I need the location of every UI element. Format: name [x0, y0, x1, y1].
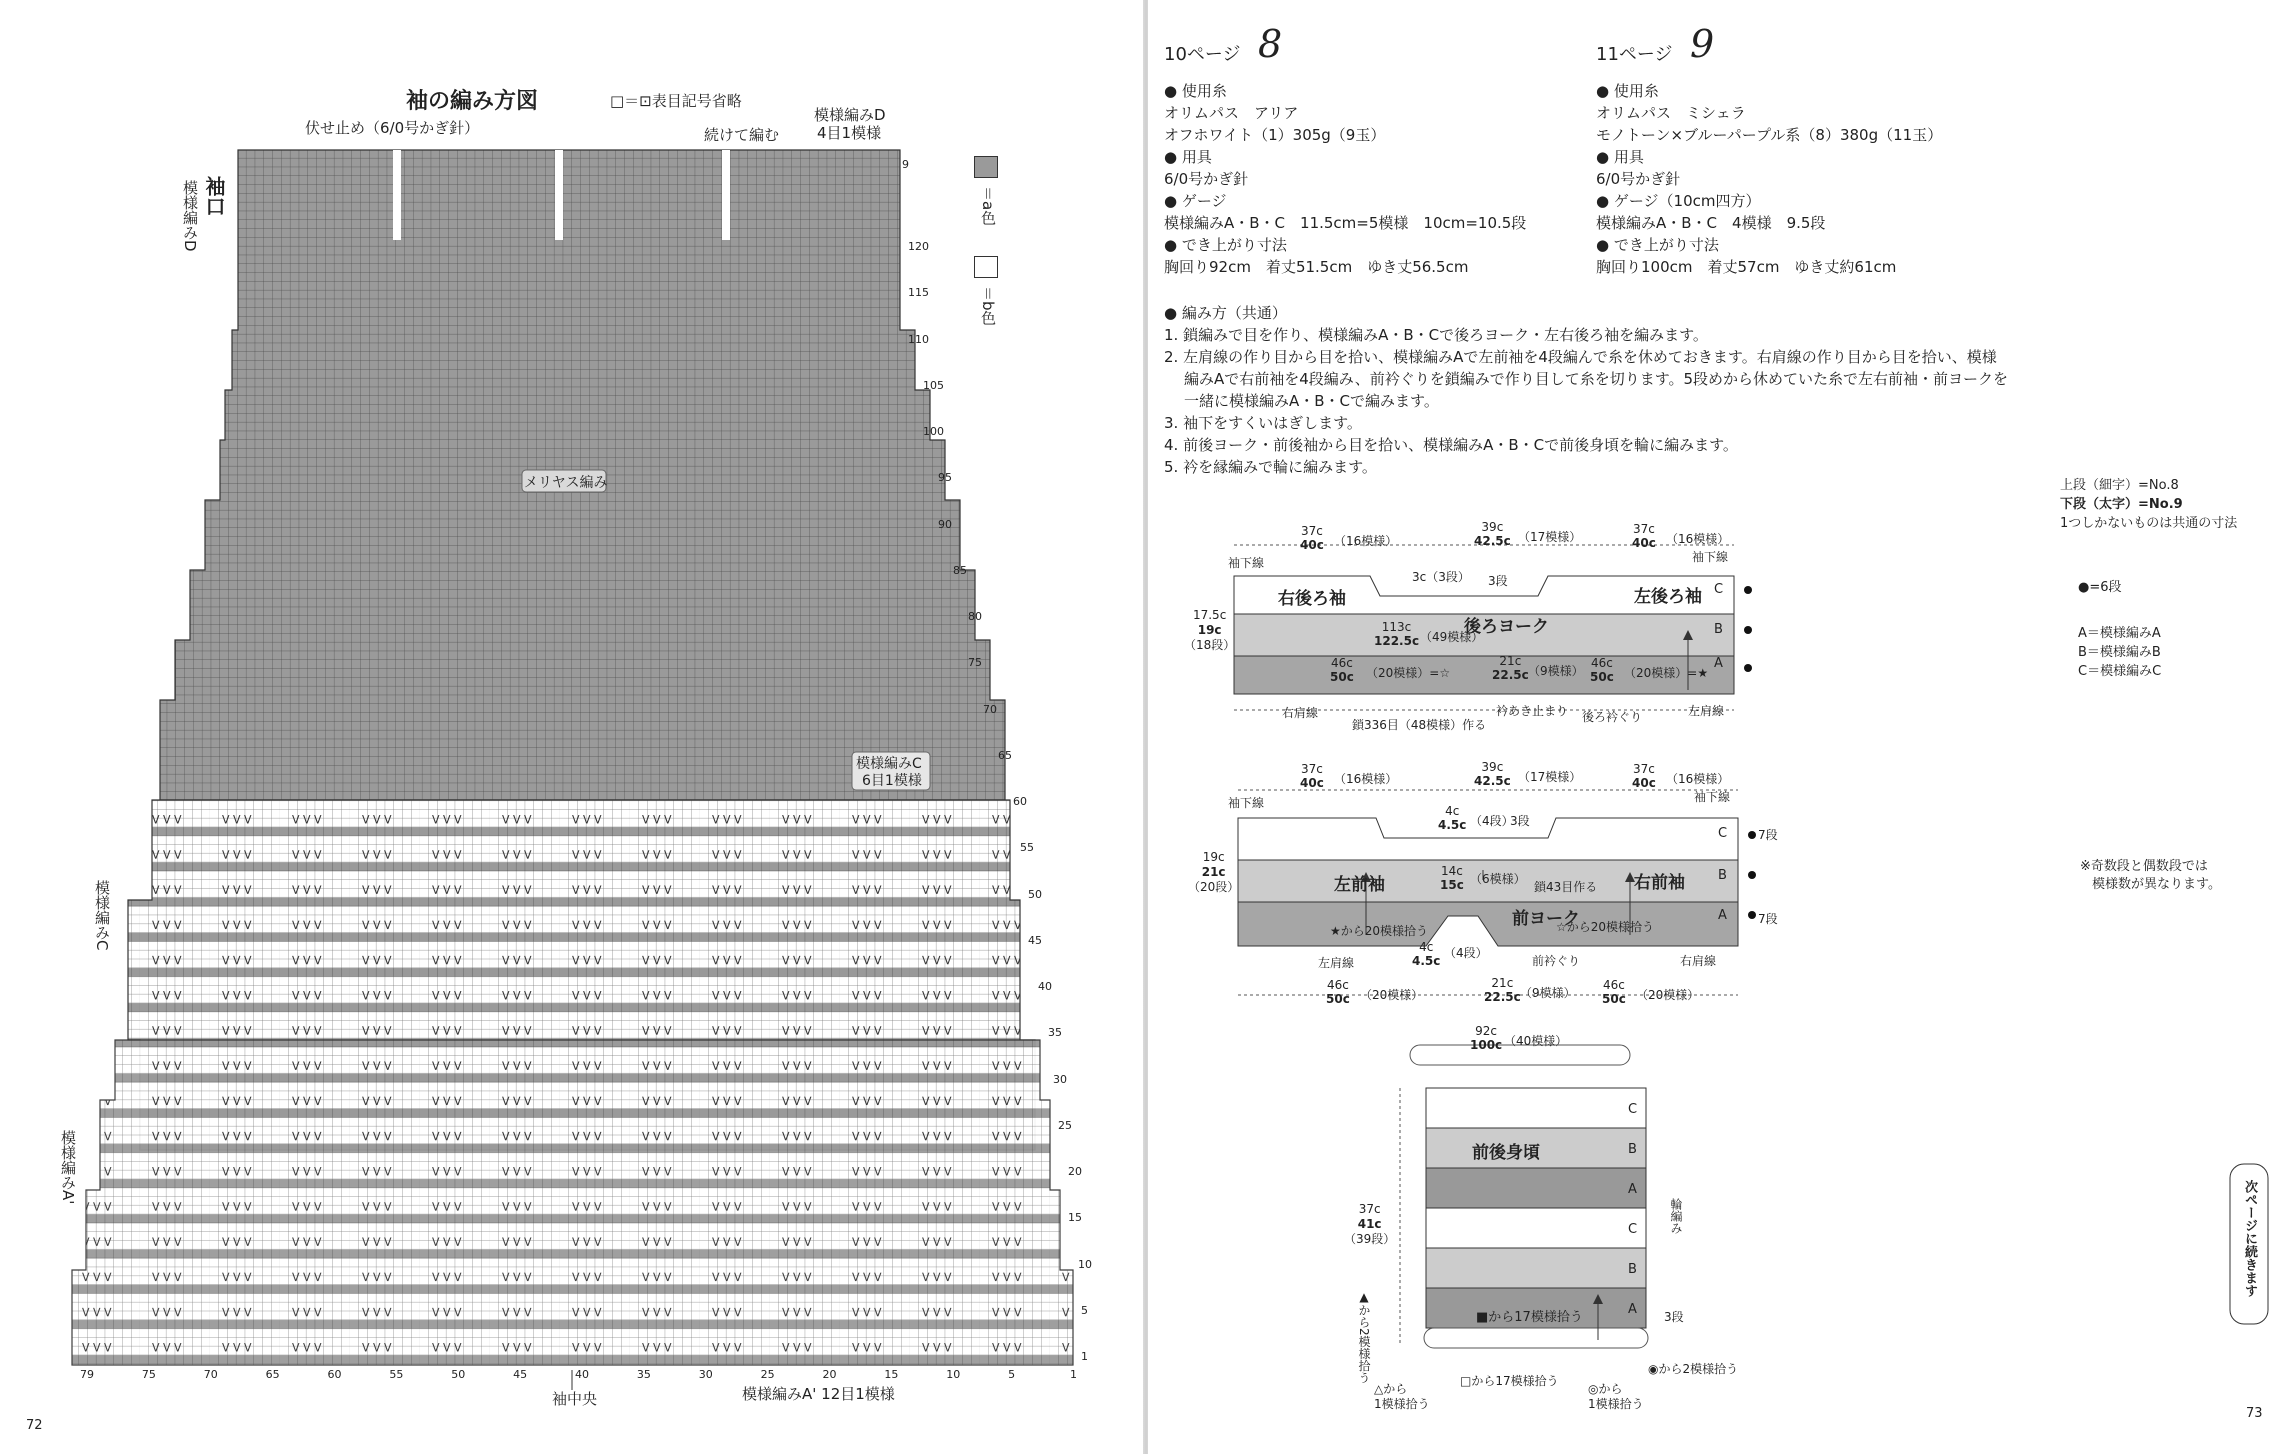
front-left-shoulder: 左肩線 [1318, 956, 1355, 970]
dim-line: 40c [1300, 776, 1324, 790]
left-page-number: 72 [26, 1418, 43, 1433]
back-bottom-right-count: （20模様）=★ [1624, 666, 1709, 680]
size-note-line: 下段（太字）=No.9 [2060, 497, 2183, 512]
spec8-line: ● 用具 [1164, 148, 1212, 166]
body-pick-bottom: □から17模様拾う [1460, 1374, 1559, 1388]
spec8-line: 6/0号かぎ針 [1164, 170, 1249, 188]
dot-note: ●=6段 [2078, 580, 2122, 595]
cuff-label: 袖口 [202, 176, 226, 216]
dim-line: 22.5c [1492, 668, 1529, 682]
dim-line: 4.5c [1438, 818, 1467, 832]
dim-line: 4c [1445, 804, 1460, 818]
method-step: 3. 袖下をすくいはぎします。 [1164, 414, 1362, 432]
pattern-c-repeat: 6目1模様 [862, 773, 922, 789]
dim-line: 17.5c [1192, 608, 1227, 622]
body-pick-mid: ■から17模様拾う [1476, 1310, 1583, 1325]
spec9-line: オリムパス ミシェラ [1596, 104, 1746, 122]
stitch-number: 55 [389, 1368, 404, 1381]
dim-line: 40c [1300, 538, 1324, 552]
front-row7-top: 7段 [1758, 828, 1778, 842]
front-neck-width-count: （6模様） [1470, 872, 1526, 886]
row-number: 70 [983, 702, 997, 716]
stitch-number: 30 [698, 1368, 713, 1381]
dim-line: 100c [1470, 1038, 1503, 1052]
front-bottom-right-count: （20模様） [1636, 988, 1700, 1002]
spec8-line: ● でき上がり寸法 [1164, 236, 1287, 254]
stitch-number: 50 [451, 1368, 466, 1381]
dim-line: 40c [1632, 776, 1656, 790]
back-neck-dim: 3c（3段） [1412, 570, 1470, 584]
stockinette-label: メリヤス編み [524, 475, 608, 491]
back-top-mid-count: （17模様） [1518, 530, 1582, 544]
back-row-b: B [1714, 622, 1723, 637]
stitch-number: 5 [1008, 1368, 1016, 1381]
row-number: 105 [923, 378, 944, 392]
back-right-shoulder: 右肩線 [1282, 706, 1319, 720]
row-number: 50 [1028, 887, 1042, 901]
dim-line: 19c [1197, 623, 1222, 637]
dim-line: （20段） [1188, 880, 1240, 894]
back-sleeve-under-right: 袖下線 [1692, 550, 1729, 564]
method-step: 編みAで右前袖を4段編み、前衿ぐりを鎖編みで作り目して糸を切ります。5段めから休めていた糸で左右前袖・前ヨークを [1184, 370, 2009, 388]
front-top-right-count: （16模様） [1666, 772, 1730, 786]
stitch-number: 1 [1070, 1368, 1077, 1381]
row-number: 100 [923, 425, 944, 438]
bind-off-note: 伏せ止め（6/0号かぎ針） [305, 119, 480, 137]
center-label: 袖中央 [552, 1390, 598, 1408]
row-number: 30 [1053, 1072, 1067, 1086]
dim-line: 4.5c [1412, 954, 1441, 968]
back-bottom-left-count: （20模様）=☆ [1366, 666, 1451, 680]
stitch-number: 40 [575, 1368, 589, 1381]
row-number: 5 [1081, 1303, 1088, 1317]
row-number: 10 [1078, 1257, 1092, 1271]
front-row-b: B [1718, 868, 1727, 883]
front-sleeve-under-left: 袖下線 [1228, 796, 1265, 810]
row-number: 85 [953, 563, 967, 577]
body-row: C [1628, 1222, 1638, 1237]
legend-a-label: ＝a色 [979, 186, 997, 226]
dim-line: 122.5c [1374, 634, 1420, 648]
method-step: 4. 前後ヨーク・前後袖から目を拾い、模様編みA・B・Cで前後身頃を輪に編みます。 [1164, 436, 1738, 454]
spec9-line: ● ゲージ（10cm四方） [1596, 192, 1761, 210]
row-number: 20 [1068, 1165, 1082, 1178]
front-neck-bottom-count: （4段） [1444, 946, 1488, 960]
dim-line: 113c [1381, 620, 1412, 634]
row-number: 60 [1013, 795, 1027, 808]
dim-line: 14c [1440, 864, 1463, 878]
dim-line: 40c [1632, 536, 1656, 550]
back-bottom-mid-count: （9模様） [1528, 664, 1584, 678]
front-sleeve-under-right: 袖下線 [1694, 790, 1731, 804]
back-top-left-count: （16模様） [1334, 534, 1398, 548]
right-page [1148, 0, 2285, 1454]
front-top-mid-dim [1474, 760, 1511, 788]
method-step: 一緒に模様編みA・B・Cで編みます。 [1184, 392, 1439, 410]
spec9-line: ● 用具 [1596, 148, 1644, 166]
dim-line: 46c [1590, 656, 1613, 670]
dim-line: 22.5c [1484, 990, 1521, 1004]
stitch-number: 75 [141, 1368, 156, 1381]
dim-line: （18段） [1184, 638, 1236, 652]
stitch-number: 35 [636, 1368, 651, 1381]
body-pick-right-1 [1588, 1382, 1644, 1412]
header-page11-text: 11ページ [1596, 44, 1673, 65]
body-row: A [1628, 1182, 1637, 1197]
front-top-mid-count: （17模様） [1518, 770, 1582, 784]
dim-line: 46c [1330, 656, 1353, 670]
dim-line: 39c [1481, 520, 1504, 534]
front-neck-3rows: 3段 [1510, 814, 1530, 828]
continue-note: 続けて編む [704, 126, 780, 144]
pattern-a-side-label: 模様編みA' [59, 1130, 77, 1205]
dim-line: 37c [1358, 1202, 1381, 1216]
stitch-number: 10 [946, 1368, 961, 1381]
front-top-right-dim [1632, 762, 1656, 790]
front-neck-top-count: （4段） [1470, 814, 1514, 828]
back-row-a: A [1714, 656, 1723, 671]
dim-line: 15c [1440, 878, 1464, 892]
back-row-c: C [1714, 582, 1724, 597]
front-bottom-left-dim [1326, 978, 1350, 1006]
row-number: 115 [908, 286, 929, 300]
header-model-9: 9 [1690, 22, 1715, 66]
front-top-left-dim [1300, 762, 1324, 790]
front-left-sleeve-label: 左前袖 [1334, 875, 1385, 895]
back-neck-curve: 後ろ衿ぐり [1582, 710, 1643, 724]
continue-next-page-tab[interactable]: 次ページに続きます [2242, 1180, 2257, 1297]
row-number: 110 [908, 332, 929, 346]
front-bottom-left-count: （20模様） [1360, 988, 1424, 1002]
body-top-count: （40模様） [1504, 1034, 1568, 1048]
front-yoke-label: 前ヨーク [1512, 909, 1580, 929]
pattern-key-line: C＝模様編みC [2078, 664, 2162, 679]
back-neck-start: 衿あき止まり [1496, 704, 1569, 718]
body-row: B [1628, 1262, 1637, 1277]
right-page-number: 73 [2246, 1406, 2263, 1421]
dim-line: 4c [1419, 940, 1434, 954]
dim-line: 41c [1357, 1217, 1382, 1231]
body-top-dim [1470, 1024, 1502, 1052]
method-step: 1. 鎖編みで目を作り、模様編みA・B・Cで後ろヨーク・左右後ろ袖を編みます。 [1164, 326, 1708, 344]
odd-even-line: 模様数が異なります。 [2092, 877, 2221, 892]
dim-line: 19c [1202, 850, 1225, 864]
odd-even-line: ※奇数段と偶数段では [2080, 859, 2208, 874]
body-row3: 3段 [1664, 1310, 1684, 1324]
front-chain43: 鎖43目作る [1534, 880, 1598, 894]
dim-line: 50c [1590, 670, 1614, 684]
stitch-number: 15 [884, 1368, 899, 1381]
spec9-line: 胸回り100cm 着丈57cm ゆき丈約61cm [1596, 258, 1897, 276]
dim-line: 1模様拾う [1588, 1397, 1644, 1411]
front-row-a: A [1718, 908, 1727, 923]
pattern-key-line: B＝模様編みB [2078, 645, 2161, 660]
stitch-number: 65 [265, 1368, 280, 1381]
dim-line: 21c [1201, 865, 1226, 879]
pattern-key-line: A＝模様編みA [2078, 626, 2161, 641]
spec8-line: 模様編みA・B・C 11.5cm=5模様 10cm=10.5段 [1164, 214, 1527, 232]
legend-b-label: ＝b色 [979, 286, 997, 326]
spec9-line: モノトーン×ブルーパープル系（8）380g（11玉） [1596, 126, 1943, 144]
front-right-shoulder: 右肩線 [1680, 954, 1717, 968]
body-piece [1400, 1045, 1648, 1348]
row-number: 120 [908, 240, 929, 253]
sleeve-chart-title: 袖の編み方図 [406, 89, 539, 114]
back-left-sleeve-label: 右後ろ袖 [1278, 589, 1346, 609]
back-bottom-left-dim [1330, 656, 1354, 684]
dim-line: 21c [1499, 654, 1522, 668]
dim-line: 37c [1632, 762, 1655, 776]
dim-line: 50c [1330, 670, 1354, 684]
size-note-line: 1つしかないものは共通の寸法 [2060, 516, 2238, 531]
schematic-diagrams [1148, 0, 2285, 1454]
cuff-pattern-label: 模様編みD [181, 180, 199, 252]
row-number: 25 [1058, 1118, 1072, 1132]
spec9-line: ● でき上がり寸法 [1596, 236, 1719, 254]
body-pick-left-vertical: ▲から2模様拾う [1357, 1290, 1371, 1384]
row-number: 90 [938, 517, 952, 531]
dim-line: 42.5c [1474, 534, 1511, 548]
dim-line: （39段） [1344, 1232, 1396, 1246]
spec9-line: 6/0号かぎ針 [1596, 170, 1681, 188]
row-number: 35 [1048, 1026, 1062, 1040]
dim-line: ◎から [1588, 1382, 1623, 1396]
front-bottom-right-dim [1602, 978, 1626, 1006]
stitch-number: 20 [822, 1368, 837, 1381]
pattern-c-side-label: 模様編みC [93, 880, 111, 951]
pattern-c-label: 模様編みC [856, 756, 922, 772]
row-number: 55 [1020, 841, 1034, 855]
body-height-dim [1344, 1202, 1395, 1247]
dim-line: 92c [1475, 1024, 1498, 1038]
header-page10-text: 10ページ [1164, 44, 1241, 65]
method-title: ● 編み方（共通） [1164, 304, 1287, 322]
back-neck-rows: 3段 [1488, 574, 1508, 588]
row-number: 45 [1028, 933, 1042, 947]
dim-line: 21c [1491, 976, 1514, 990]
method-step: 5. 衿を縁編みで輪に編みます。 [1164, 458, 1377, 476]
header-model-8: 8 [1258, 22, 1283, 66]
back-top-right-dim [1632, 522, 1656, 550]
back-left-shoulder: 左肩線 [1688, 704, 1725, 718]
front-pick-right: ☆から20模様拾う [1556, 920, 1655, 934]
row-number: 1 [1081, 1350, 1088, 1363]
front-pick-left: ★から20模様拾う [1330, 924, 1429, 938]
dim-line: 37c [1300, 762, 1323, 776]
spec9-line: 模様編みA・B・C 4模様 9.5段 [1596, 214, 1826, 232]
stitch-number: 25 [760, 1368, 775, 1381]
dim-line: 37c [1632, 522, 1655, 536]
row-number: 80 [968, 610, 982, 623]
front-neck-bottom-dim [1412, 940, 1440, 968]
stitch-number: 45 [513, 1368, 528, 1381]
pattern-a-area [72, 1040, 1073, 1365]
front-bottom-mid-dim [1484, 976, 1521, 1004]
bottom-pattern-note: 模様編みA' 12目1模様 [742, 1385, 895, 1403]
front-row-c: C [1718, 826, 1728, 841]
spec9-line: ● 使用糸 [1596, 82, 1659, 100]
dim-line: 39c [1481, 760, 1504, 774]
dim-line: 46c [1326, 978, 1349, 992]
front-top-left-count: （16模様） [1334, 772, 1398, 786]
back-chain-note: 鎖336目（48模様）作る [1352, 718, 1487, 732]
spec8-line: ● ゲージ [1164, 192, 1227, 210]
back-width-count: （49模様） [1420, 630, 1484, 644]
body-pick-left-1 [1374, 1382, 1430, 1412]
back-width-dim [1374, 620, 1419, 648]
front-height-dim [1188, 850, 1239, 895]
back-top-right-count: （16模様） [1666, 532, 1730, 546]
dim-line: 42.5c [1474, 774, 1511, 788]
spec8-line: 胸回り92cm 着丈51.5cm ゆき丈56.5cm [1164, 258, 1469, 276]
back-bottom-mid-dim [1492, 654, 1529, 682]
back-top-mid-dim [1474, 520, 1511, 548]
front-row7-bottom: 7段 [1758, 912, 1778, 926]
method-step: 2. 左肩線の作り目から目を拾い、模様編みAで左前袖を4段編んで糸を休めておきます。右肩線の作り目から目を拾い、模様 [1164, 348, 1997, 366]
pattern-d-repeat: 4目1模様 [817, 124, 882, 142]
spec8-line: ● 使用糸 [1164, 82, 1227, 100]
row-number: 75 [968, 656, 982, 670]
back-height-dim [1184, 608, 1235, 653]
row-number: 95 [938, 471, 952, 485]
front-neck-curve: 前衿ぐり [1532, 954, 1581, 968]
dim-line: 50c [1326, 992, 1350, 1006]
front-neck-width-dim [1440, 864, 1464, 892]
stitch-number: 60 [327, 1368, 342, 1381]
front-neck-top-dim [1438, 804, 1466, 832]
dim-line: 37c [1300, 524, 1323, 538]
front-right-sleeve-label: 右前袖 [1634, 873, 1685, 893]
spec8-line: オフホワイト（1）305g（9玉） [1164, 126, 1386, 144]
symbol-note: □＝⊡表目記号省略 [610, 92, 742, 110]
back-right-sleeve-label: 左後ろ袖 [1634, 587, 1702, 607]
top-row-number: 9 [902, 158, 909, 171]
body-pick-right-2: ◉から2模様拾う [1648, 1362, 1739, 1376]
body-row: B [1628, 1142, 1637, 1157]
back-yoke-label: 後ろヨーク [1464, 617, 1549, 637]
row-number: 40 [1038, 980, 1052, 993]
front-bottom-mid-count: （9模様） [1520, 986, 1576, 1000]
body-label: 前後身頃 [1472, 1143, 1540, 1163]
row-number: 15 [1068, 1211, 1082, 1225]
dim-line: △から [1374, 1382, 1408, 1396]
dim-line: 50c [1602, 992, 1626, 1006]
stitch-number: 79 [80, 1368, 94, 1381]
back-bottom-right-dim [1590, 656, 1614, 684]
size-note-line: 上段（細字）=No.8 [2060, 478, 2179, 493]
pattern-d-label: 模様編みD [814, 106, 886, 124]
spec8-line: オリムパス アリア [1164, 104, 1299, 122]
back-sleeve-under-left: 袖下線 [1228, 556, 1265, 570]
stitch-number: 70 [203, 1368, 218, 1381]
body-row: C [1628, 1102, 1638, 1117]
dim-line: 46c [1602, 978, 1625, 992]
dim-line: 1模様拾う [1374, 1397, 1430, 1411]
back-top-left-dim [1300, 524, 1324, 552]
row-number: 65 [998, 748, 1012, 762]
body-row: A [1628, 1302, 1637, 1317]
body-round-label: 輪編み [1669, 1198, 1683, 1234]
